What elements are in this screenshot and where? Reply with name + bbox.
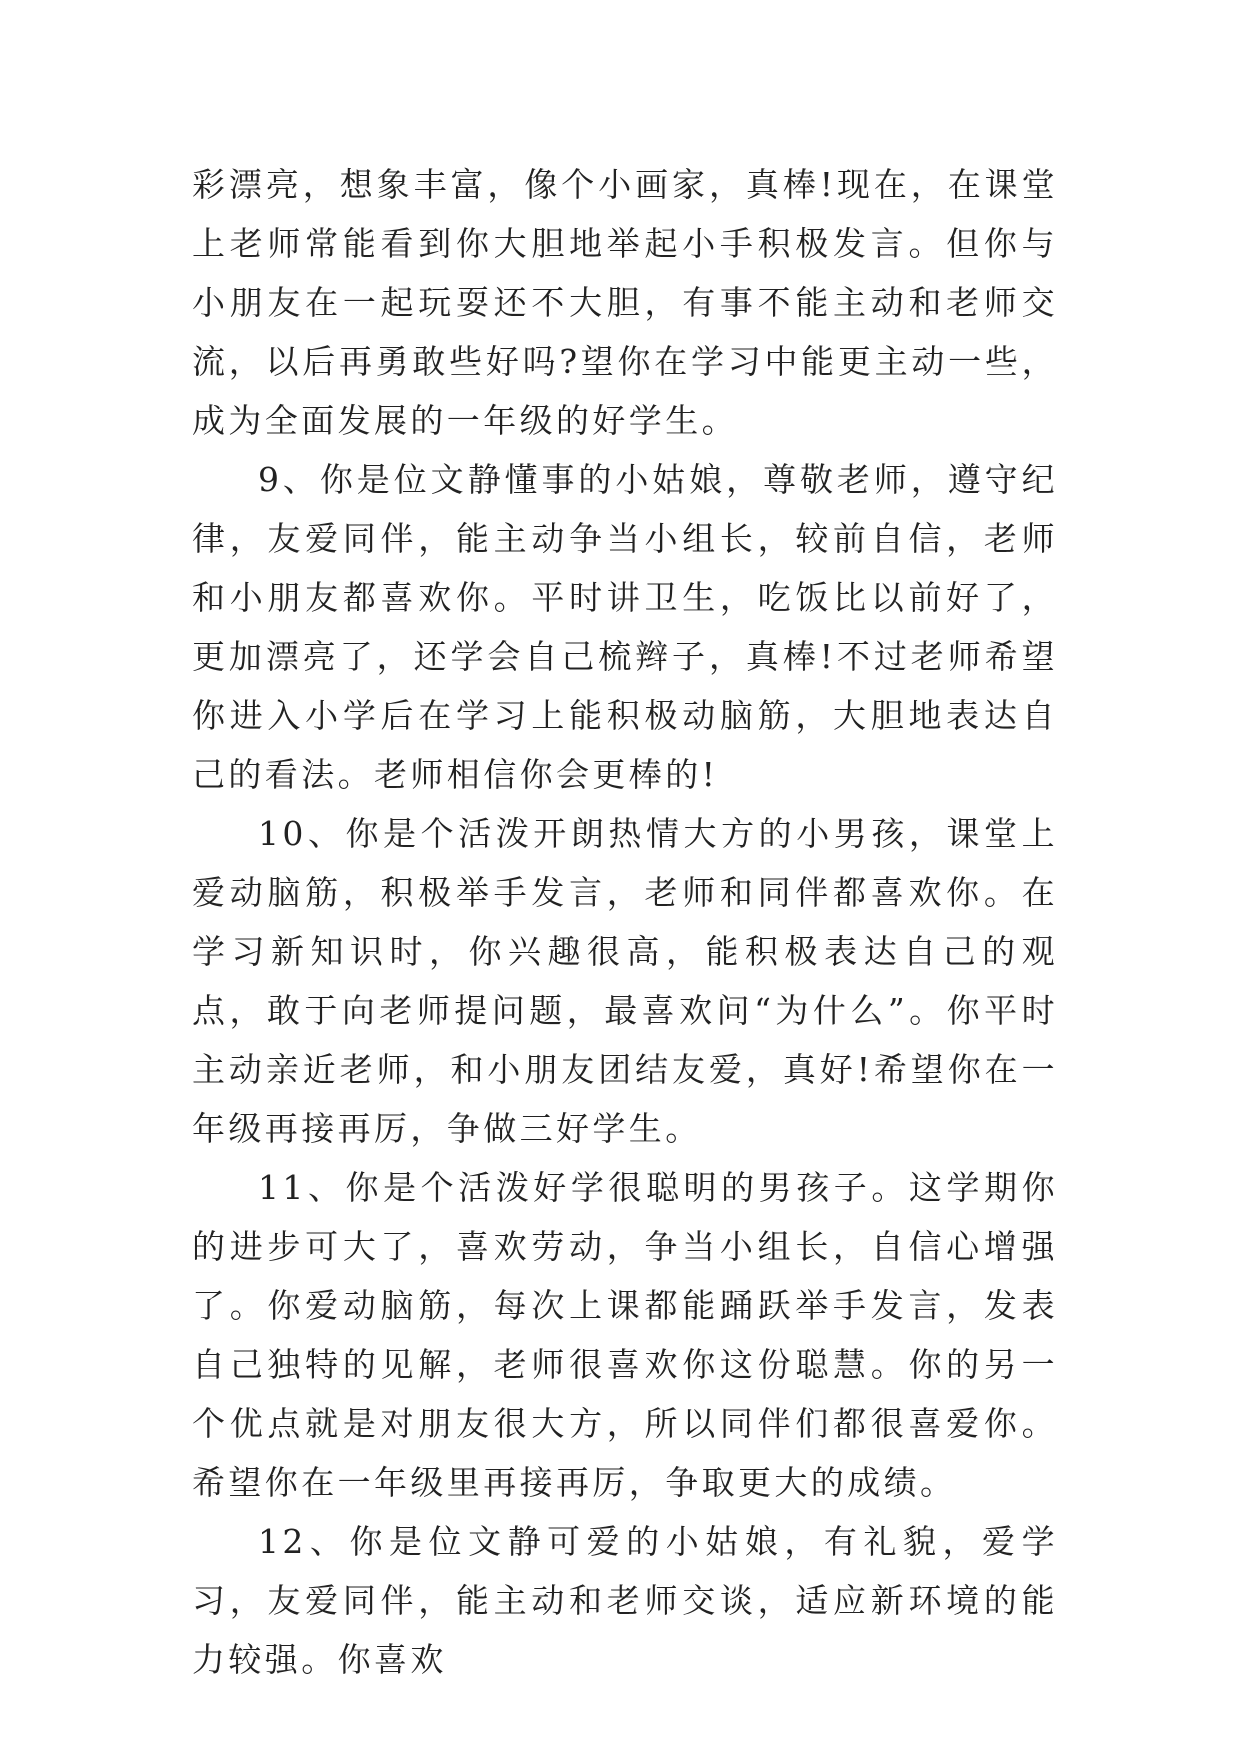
paragraph-8-continued: 彩漂亮，想象丰富，像个小画家，真棒!现在，在课堂上老师常能看到你大胆地举起小手积极发言。但你与小朋友在一起玩耍还不大胆，有事不能主动和老师交流，以后再勇敢些好吗?望你在学习中能更主动一些，成为全面发展的一年级的好学生。 <box>192 165 1058 440</box>
paragraph-12: 12、你是位文静可爱的小姑娘，有礼貌，爱学习，友爱同伴，能主动和老师交谈，适应新环境的能力较强。你喜欢 <box>192 1522 1058 1679</box>
document-body <box>192 155 1058 1689</box>
paragraph-10: 10、你是个活泼开朗热情大方的小男孩，课堂上爱动脑筋，积极举手发言，老师和同伴都喜欢你。在学习新知识时，你兴趣很高，能积极表达自己的观点，敢于向老师提问题，最喜欢问“为什么”。你平时主动亲近老师，和小朋友团结友爱，真好!希望你在一年级再接再厉，争做三好学生。 <box>192 814 1058 1148</box>
paragraph-11: 11、你是个活泼好学很聪明的男孩子。这学期你的进步可大了，喜欢劳动，争当小组长，自信心增强了。你爱动脑筋，每次上课都能踊跃举手发言，发表自己独特的见解，老师很喜欢你这份聪慧。你的另一个优点就是对朋友很大方，所以同伴们都很喜爱你。希望你在一年级里再接再厉，争取更大的成绩。 <box>192 1168 1058 1502</box>
paragraph-9: 9、你是位文静懂事的小姑娘，尊敬老师，遵守纪律，友爱同伴，能主动争当小组长，较前自信，老师和小朋友都喜欢你。平时讲卫生，吃饭比以前好了，更加漂亮了，还学会自己梳辫子，真棒!不过老师希望你进入小学后在学习上能积极动脑筋，大胆地表达自己的看法。老师相信你会更棒的! <box>192 460 1058 794</box>
